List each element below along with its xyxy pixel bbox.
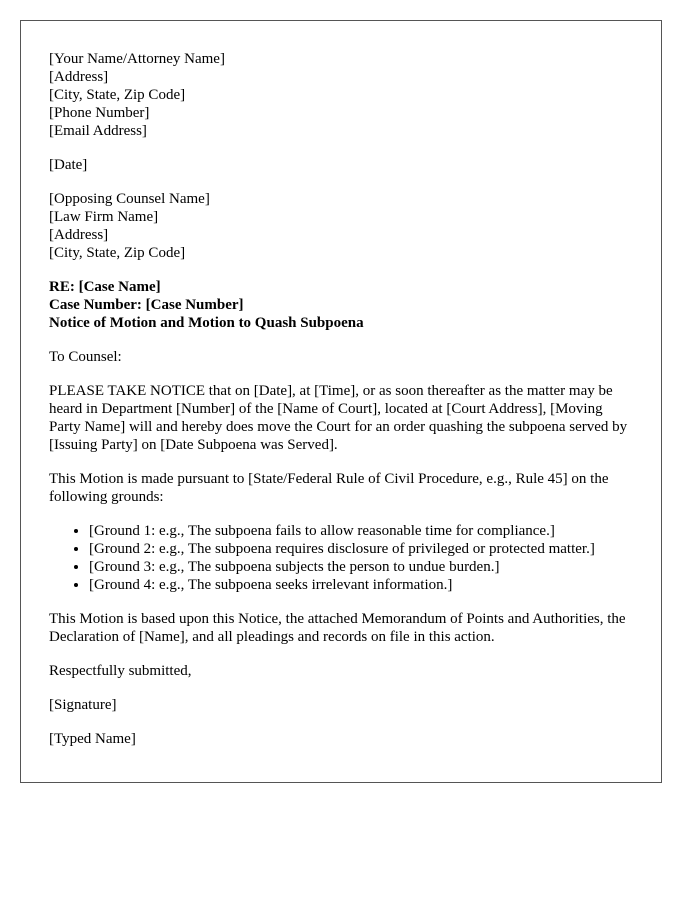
sender-block bbox=[49, 50, 633, 140]
recipient-address: [Address] bbox=[49, 227, 109, 243]
typed-name: [Typed Name] bbox=[49, 731, 136, 747]
letter-date: [Date] bbox=[49, 157, 88, 173]
recipient-name: [Opposing Counsel Name] bbox=[49, 191, 210, 207]
closing: Respectfully submitted, bbox=[49, 663, 192, 679]
ground-item-2: • [Ground 2: e.g., The subpoena requires disclosure of privileged or protected matter.] bbox=[89, 540, 633, 558]
recipient-city-state-zip: [City, State, Zip Code] bbox=[49, 245, 186, 261]
ground-item-4: • [Ground 4: e.g., The subpoena seeks irrelevant information.] bbox=[89, 576, 633, 594]
grounds-list bbox=[49, 522, 633, 594]
signature: [Signature] bbox=[49, 697, 117, 713]
letter-page bbox=[20, 20, 662, 783]
paragraph-notice: PLEASE TAKE NOTICE that on [Date], at [Time], or as soon thereafter as the matter may be heard in Department [Number] of the [Name of Court], located at [Court Address], [Moving Party Name] will and hereby does move the Court for an order quashing the subpoena served by [Issuing Party] on [Date Subpoena was Served]. bbox=[49, 383, 628, 453]
salutation: To Counsel: bbox=[49, 349, 122, 365]
recipient-firm: [Law Firm Name] bbox=[49, 209, 159, 225]
subject-title: Notice of Motion and Motion to Quash Subpoena bbox=[49, 315, 364, 331]
sender-name: [Your Name/Attorney Name] bbox=[49, 51, 225, 67]
paragraph-support: This Motion is based upon this Notice, the attached Memorandum of Points and Authorities, the Declaration of [Name], and all pleadings and records on file in this action. bbox=[49, 611, 626, 645]
sender-city-state-zip: [City, State, Zip Code] bbox=[49, 87, 186, 103]
paragraph-basis: This Motion is made pursuant to [State/Federal Rule of Civil Procedure, e.g., Rule 45] on the following grounds: bbox=[49, 471, 609, 505]
sender-phone: [Phone Number] bbox=[49, 105, 150, 121]
date-block bbox=[49, 156, 633, 174]
ground-item-3: • [Ground 3: e.g., The subpoena subjects the person to undue burden.] bbox=[89, 558, 633, 576]
sender-email: [Email Address] bbox=[49, 123, 147, 139]
subject-re: RE: [Case Name] bbox=[49, 279, 161, 295]
sender-address: [Address] bbox=[49, 69, 109, 85]
subject-block bbox=[49, 278, 633, 332]
ground-item-1: • [Ground 1: e.g., The subpoena fails to allow reasonable time for compliance.] bbox=[89, 522, 633, 540]
recipient-block bbox=[49, 190, 633, 262]
subject-case-number: Case Number: [Case Number] bbox=[49, 297, 244, 313]
